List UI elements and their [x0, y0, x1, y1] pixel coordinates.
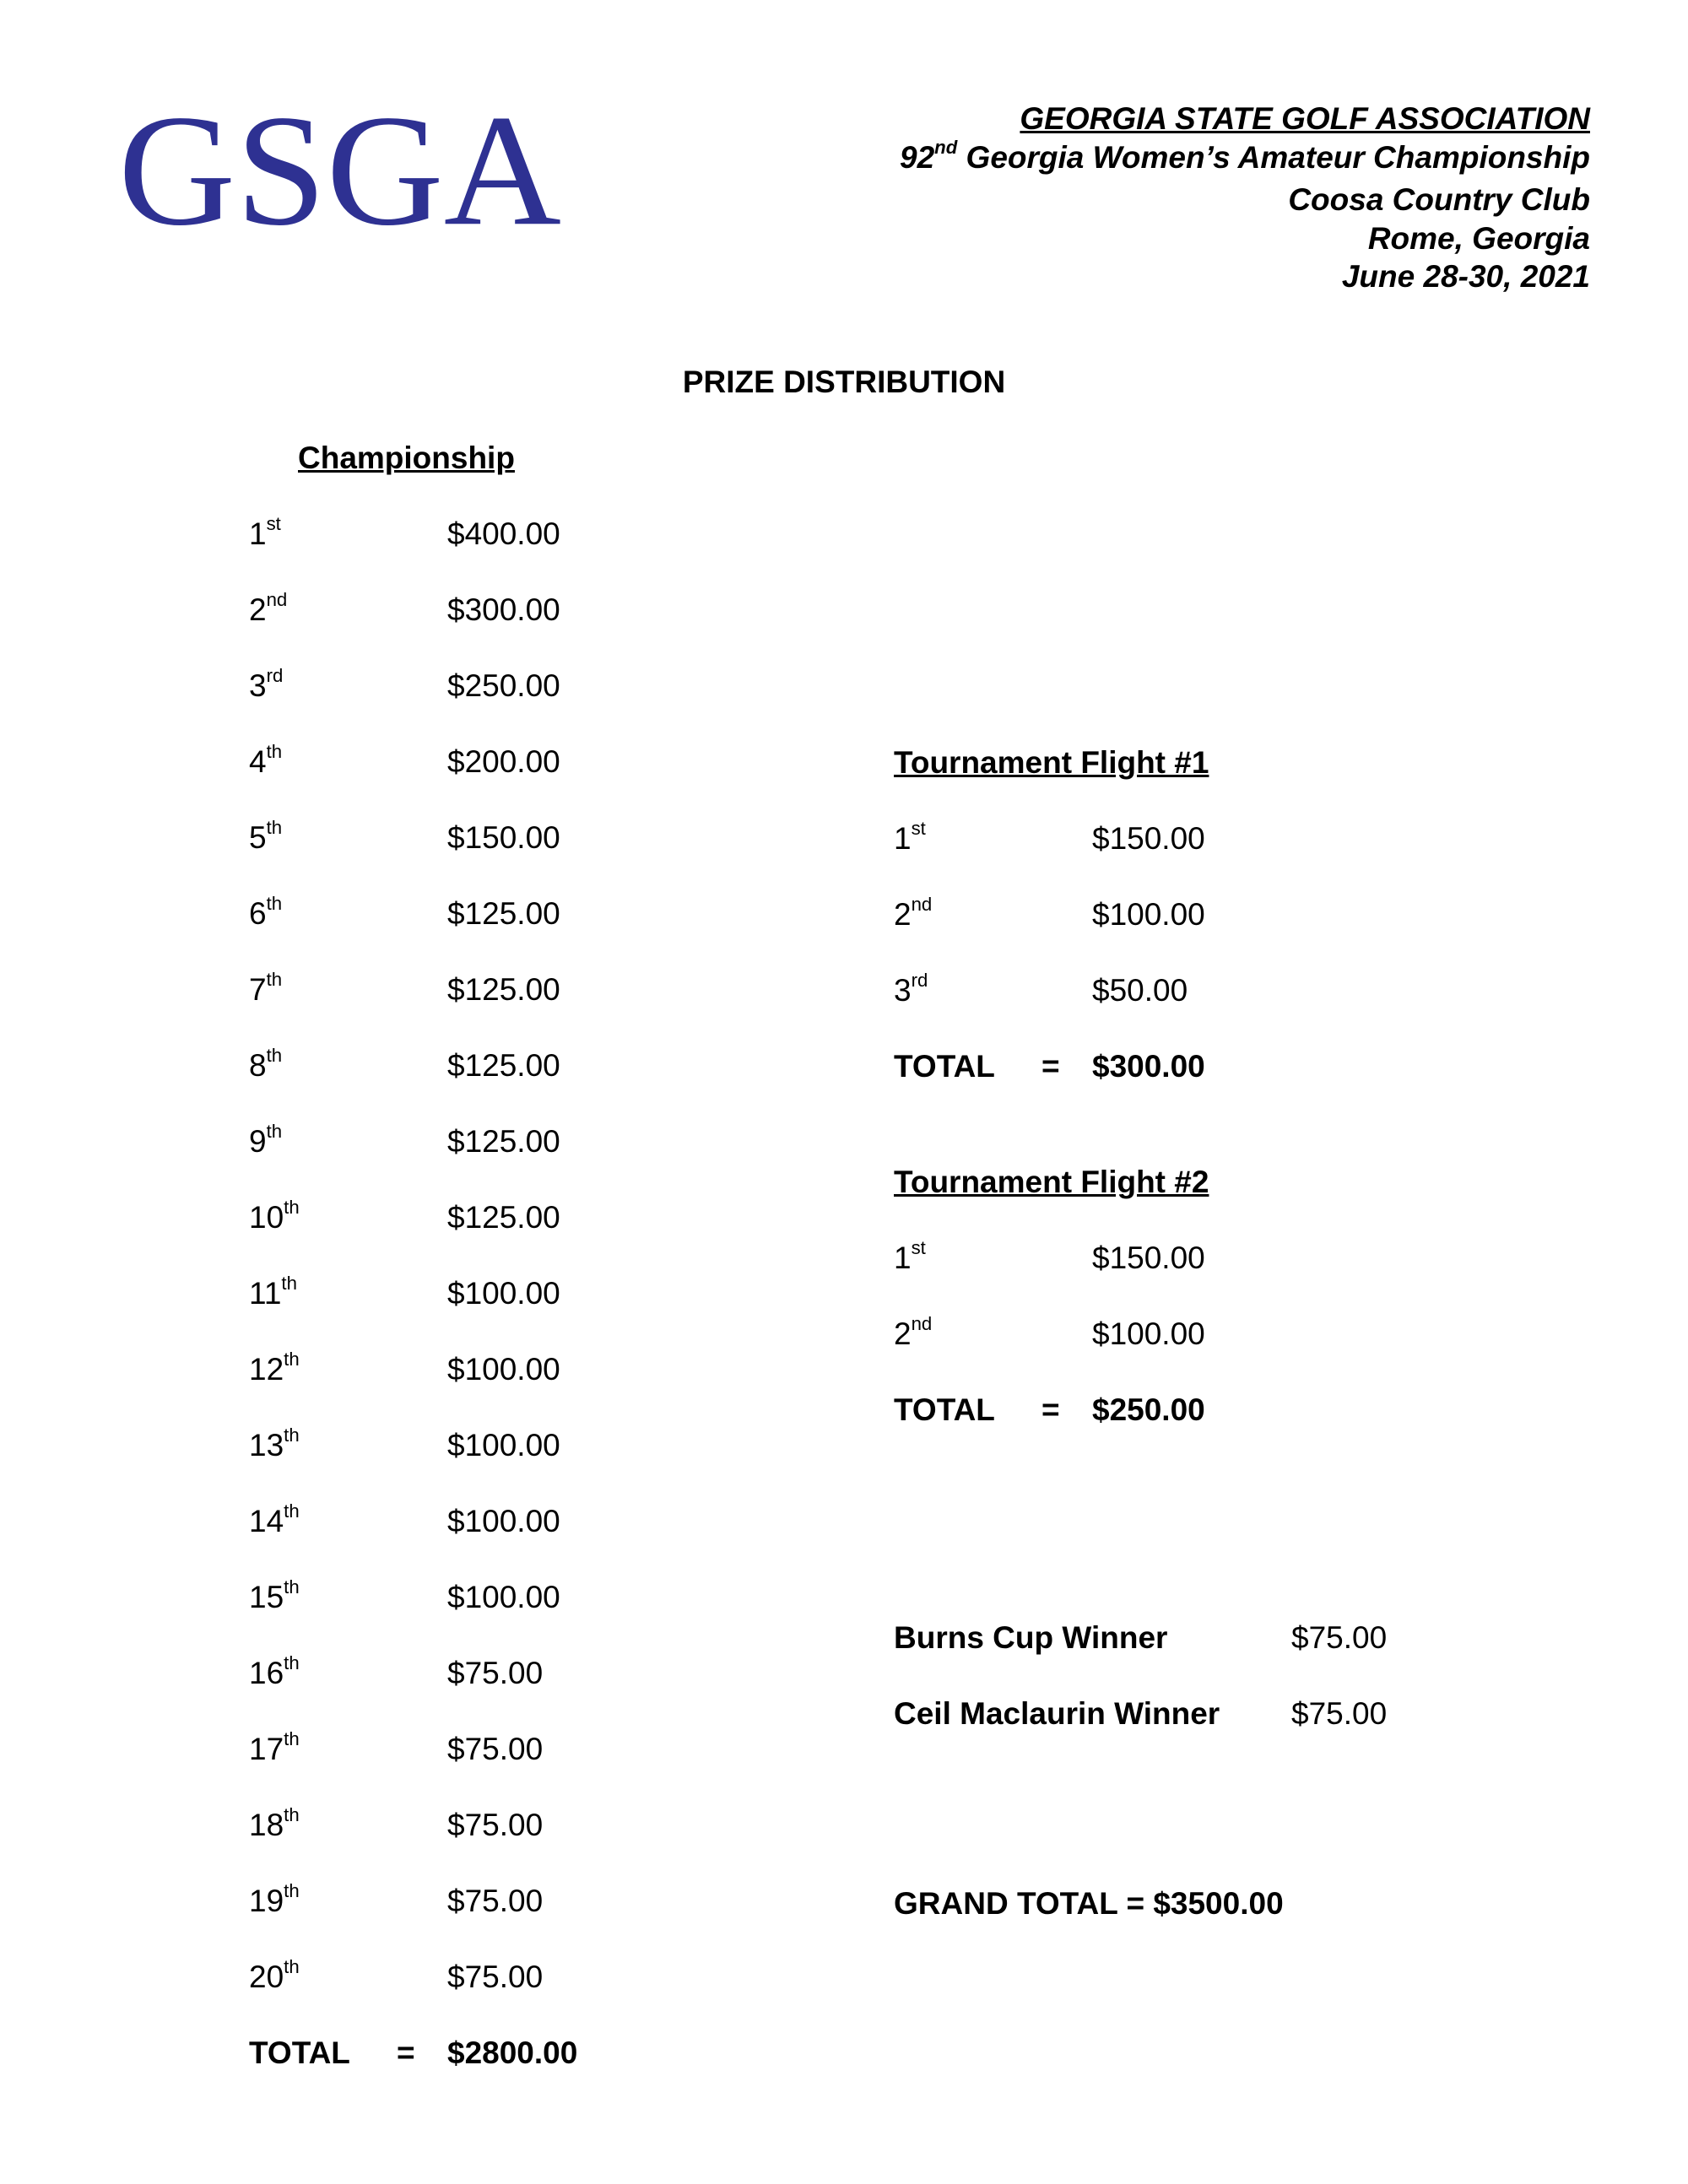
prize-row: [249, 513, 671, 592]
venue: Coosa Country Club: [1288, 182, 1590, 217]
prize-amount: $150.00: [1092, 1241, 1205, 1275]
place: [249, 513, 281, 552]
place: [249, 589, 288, 628]
place-number: 17: [249, 1732, 284, 1766]
place-number: 19: [249, 1884, 284, 1918]
prize-amount: $75.00: [447, 1960, 544, 1994]
place-ordinal: th: [266, 1121, 283, 1143]
flight2-list: [894, 1237, 1316, 1468]
prize-row: [249, 1500, 671, 1580]
prize-amount: $75.00: [447, 1656, 544, 1690]
place-number: 2: [894, 897, 912, 932]
prize-amount: $100.00: [447, 1428, 560, 1462]
prize-amount: $125.00: [447, 1200, 560, 1235]
prize-row: [894, 1237, 1316, 1316]
prize-row: [249, 1349, 671, 1428]
place-number: 2: [249, 592, 267, 627]
prize-amount: $75.00: [447, 1732, 544, 1766]
prize-amount: $150.00: [447, 820, 560, 855]
place: [249, 1652, 300, 1691]
place-number: 20: [249, 1960, 284, 1994]
place-number: 7: [249, 972, 267, 1007]
prize-amount: $300.00: [447, 592, 560, 627]
prize-amount: $100.00: [447, 1352, 560, 1387]
place: [249, 817, 283, 856]
place: [249, 1880, 300, 1919]
prize-row: [249, 1424, 671, 1504]
total-label: TOTAL: [894, 1049, 995, 1084]
prize-row: [249, 1956, 671, 2035]
total-amount: $250.00: [1092, 1392, 1205, 1427]
place: [894, 1313, 933, 1352]
place: [249, 969, 283, 1008]
place-ordinal: th: [266, 817, 283, 839]
place-number: 1: [894, 1241, 912, 1275]
place-ordinal: th: [266, 741, 283, 763]
place-ordinal: th: [284, 1197, 300, 1219]
special-award-row: [894, 1696, 1485, 1772]
prize-row: [249, 1652, 671, 1732]
place-number: 11: [249, 1276, 282, 1311]
place-ordinal: th: [266, 969, 283, 991]
place: [249, 1273, 297, 1311]
prize-amount: $100.00: [447, 1580, 560, 1614]
place-ordinal: st: [911, 818, 926, 840]
place-number: 1: [249, 516, 267, 551]
award-amount: $75.00: [1291, 1620, 1388, 1655]
prize-row: [249, 1273, 671, 1352]
org-name: GEORGIA STATE GOLF ASSOCIATION: [1020, 101, 1590, 136]
equals-sign: =: [1041, 1049, 1060, 1084]
place-ordinal: nd: [266, 589, 288, 611]
equals-sign: =: [397, 2035, 415, 2070]
place: [249, 893, 283, 932]
place: [249, 1956, 300, 1995]
place-ordinal: nd: [911, 1313, 933, 1335]
place-ordinal: th: [284, 1424, 300, 1446]
special-award-row: [894, 1620, 1485, 1696]
place-number: 12: [249, 1352, 284, 1387]
place-number: 6: [249, 896, 267, 931]
event-name: [900, 138, 1590, 181]
award-amount: $75.00: [1291, 1696, 1388, 1731]
flight1-list: [894, 818, 1316, 1125]
prize-row: [249, 1121, 671, 1200]
place-ordinal: nd: [911, 894, 933, 916]
place-ordinal: st: [911, 1237, 926, 1259]
place-ordinal: th: [284, 1349, 300, 1370]
flight1-heading: Tournament Flight #1: [894, 745, 1209, 780]
total-label: TOTAL: [894, 1392, 995, 1427]
place-number: 9: [249, 1124, 267, 1159]
flight2-heading: Tournament Flight #2: [894, 1165, 1209, 1199]
place: [249, 1197, 300, 1235]
championship-heading: Championship: [298, 441, 515, 475]
place-ordinal: th: [281, 1273, 297, 1295]
place: [894, 818, 926, 857]
dates: June 28-30, 2021: [1341, 259, 1590, 294]
total-row: [894, 1049, 1316, 1125]
prize-row: [249, 1804, 671, 1884]
prize-row: [894, 1313, 1316, 1392]
place: [249, 1424, 300, 1463]
place-number: 8: [249, 1048, 267, 1083]
prize-amount: $250.00: [447, 668, 560, 703]
prize-row: [249, 741, 671, 820]
place: [249, 741, 283, 780]
prize-row: [894, 970, 1316, 1049]
place: [249, 1728, 300, 1767]
place-ordinal: th: [284, 1728, 300, 1750]
prize-row: [894, 818, 1316, 897]
place-ordinal: th: [266, 1045, 283, 1067]
place-ordinal: st: [266, 513, 281, 535]
total-amount: $2800.00: [447, 2035, 578, 2070]
place-ordinal: rd: [266, 665, 284, 687]
prize-row: [249, 665, 671, 744]
place-ordinal: th: [284, 1956, 300, 1978]
prize-row: [249, 893, 671, 972]
location: Rome, Georgia: [1367, 220, 1590, 256]
prize-row: [249, 969, 671, 1048]
prize-amount: $100.00: [447, 1504, 560, 1538]
place-number: 16: [249, 1656, 284, 1690]
prize-row: [249, 1880, 671, 1960]
place: [249, 1804, 300, 1843]
total-row: [894, 1392, 1316, 1468]
championship-list: [249, 513, 671, 2111]
place-number: 5: [249, 820, 267, 855]
event-title: Georgia Women’s Amateur Championship: [957, 139, 1590, 175]
prize-row: [249, 1728, 671, 1808]
award-label: Ceil Maclaurin Winner: [894, 1696, 1220, 1731]
place-ordinal: th: [284, 1576, 300, 1598]
place: [894, 970, 928, 1008]
prize-amount: $125.00: [447, 972, 560, 1007]
place-number: 15: [249, 1580, 284, 1614]
prize-row: [249, 817, 671, 896]
place-number: 13: [249, 1428, 284, 1462]
event-header: [900, 100, 1590, 296]
place: [249, 1045, 283, 1084]
place: [894, 1237, 926, 1276]
page-title: PRIZE DISTRIBUTION: [682, 365, 1006, 399]
prize-amount: $125.00: [447, 1124, 560, 1159]
place: [249, 1500, 300, 1539]
equals-sign: =: [1041, 1392, 1060, 1427]
prize-amount: $100.00: [1092, 897, 1205, 932]
prize-row: [249, 1045, 671, 1124]
place-ordinal: th: [284, 1804, 300, 1826]
prize-row: [249, 589, 671, 668]
place-ordinal: th: [284, 1500, 300, 1522]
prize-row: [249, 1576, 671, 1656]
prize-amount: $200.00: [447, 744, 560, 779]
prize-row: [894, 894, 1316, 973]
place-number: 4: [249, 744, 267, 779]
prize-amount: $75.00: [447, 1808, 544, 1842]
place-number: 1: [894, 821, 912, 856]
total-label: TOTAL: [249, 2035, 350, 2070]
prize-amount: $75.00: [447, 1884, 544, 1918]
place-ordinal: th: [266, 893, 283, 915]
place-number: 3: [894, 973, 912, 1008]
prize-amount: $400.00: [447, 516, 560, 551]
place-number: 3: [249, 668, 267, 703]
special-awards: [894, 1620, 1485, 1772]
place: [894, 894, 933, 933]
total-row: [249, 2035, 671, 2111]
prize-amount: $50.00: [1092, 973, 1188, 1008]
place-number: 18: [249, 1808, 284, 1842]
svg-text:GSGA: GSGA: [118, 89, 561, 241]
place: [249, 665, 284, 704]
prize-amount: $100.00: [1092, 1316, 1205, 1351]
prize-amount: $100.00: [447, 1276, 560, 1311]
place: [249, 1121, 283, 1160]
place: [249, 1576, 300, 1615]
prize-row: [249, 1197, 671, 1276]
prize-amount: $125.00: [447, 896, 560, 931]
place-ordinal: th: [284, 1652, 300, 1674]
total-amount: $300.00: [1092, 1049, 1205, 1084]
grand-total: GRAND TOTAL = $3500.00: [894, 1886, 1284, 1921]
prize-amount: $125.00: [447, 1048, 560, 1083]
award-label: Burns Cup Winner: [894, 1620, 1168, 1655]
gsga-logo: [118, 89, 565, 241]
place-number: 2: [894, 1316, 912, 1351]
place-ordinal: rd: [911, 970, 928, 992]
place-ordinal: th: [284, 1880, 300, 1902]
place-number: 14: [249, 1504, 284, 1538]
prize-amount: $150.00: [1092, 821, 1205, 856]
place: [249, 1349, 300, 1387]
event-ordinal: nd: [934, 136, 958, 158]
event-number: 92: [900, 139, 935, 175]
place-number: 10: [249, 1200, 284, 1235]
